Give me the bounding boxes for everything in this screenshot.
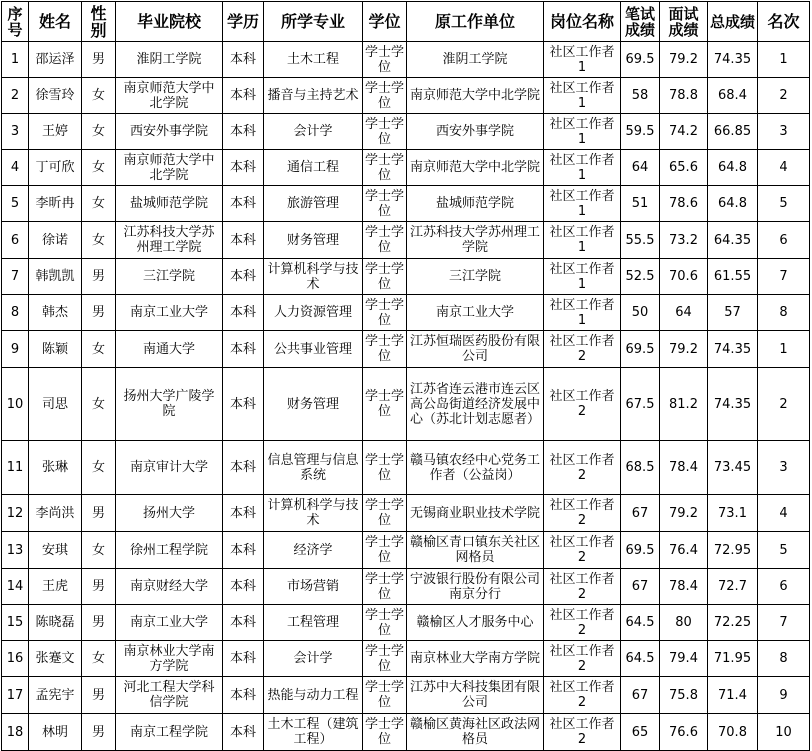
row-interview: 79.2 [660,331,708,368]
row-rank: 6 [758,222,810,259]
row-interview: 78.4 [660,441,708,495]
row-school: 三江学院 [116,259,223,295]
row-name: 徐雪玲 [29,78,82,114]
row-unit: 江苏省连云港市连云区高公岛街道经济发展中心（苏北计划志愿者） [407,368,544,441]
header-written: 笔试成绩 [621,2,660,42]
row-no: 3 [2,114,29,150]
row-no: 6 [2,222,29,259]
row-major: 会计学 [264,114,363,150]
row-degree: 学士学位 [363,42,407,78]
table-row [2,222,810,259]
row-written: 50 [621,295,660,331]
row-school: 西安外事学院 [116,114,223,150]
row-major: 旅游管理 [264,186,363,222]
row-school: 扬州大学广陵学院 [116,368,223,441]
row-gender: 女 [82,186,116,222]
row-total: 71.95 [708,641,758,677]
row-post: 社区工作者2 [544,605,621,641]
row-no: 16 [2,641,29,677]
row-name: 王婷 [29,114,82,150]
row-edu: 本科 [223,186,264,222]
row-degree: 学士学位 [363,78,407,114]
row-rank: 6 [758,569,810,605]
row-rank: 9 [758,677,810,714]
row-unit: 三江学院 [407,259,544,295]
row-edu: 本科 [223,495,264,532]
row-school: 南京工业大学 [116,295,223,331]
row-major: 信息管理与信息系统 [264,441,363,495]
row-school: 淮阴工学院 [116,42,223,78]
row-post: 社区工作者2 [544,569,621,605]
row-no: 2 [2,78,29,114]
row-no: 10 [2,368,29,441]
row-interview: 65.6 [660,150,708,186]
table-row [2,641,810,677]
table-row [2,495,810,532]
row-gender: 男 [82,605,116,641]
row-gender: 女 [82,641,116,677]
row-written: 64.5 [621,605,660,641]
row-school: 南京审计大学 [116,441,223,495]
row-written: 64.5 [621,641,660,677]
row-degree: 学士学位 [363,186,407,222]
table-row [2,78,810,114]
row-major: 土木工程 [264,42,363,78]
row-written: 69.5 [621,331,660,368]
row-school: 河北工程大学科信学院 [116,677,223,714]
header-post: 岗位名称 [544,2,621,42]
row-gender: 女 [82,222,116,259]
header-gender: 性别 [82,2,116,42]
row-gender: 男 [82,42,116,78]
row-written: 67.5 [621,368,660,441]
row-edu: 本科 [223,259,264,295]
row-no: 5 [2,186,29,222]
row-rank: 2 [758,78,810,114]
row-name: 王虎 [29,569,82,605]
row-edu: 本科 [223,641,264,677]
row-degree: 学士学位 [363,714,407,751]
row-rank: 4 [758,495,810,532]
row-gender: 男 [82,677,116,714]
row-post: 社区工作者1 [544,259,621,295]
row-major: 人力资源管理 [264,295,363,331]
row-no: 4 [2,150,29,186]
row-written: 67 [621,495,660,532]
row-school: 南通大学 [116,331,223,368]
row-unit: 盐城师范学院 [407,186,544,222]
row-major: 计算机科学与技术 [264,259,363,295]
header-edu: 学历 [223,2,264,42]
row-name: 安琪 [29,532,82,569]
row-major: 财务管理 [264,368,363,441]
row-post: 社区工作者1 [544,78,621,114]
row-unit: 西安外事学院 [407,114,544,150]
row-written: 59.5 [621,114,660,150]
row-interview: 78.6 [660,186,708,222]
row-total: 61.55 [708,259,758,295]
row-degree: 学士学位 [363,150,407,186]
row-gender: 男 [82,714,116,751]
row-gender: 男 [82,569,116,605]
row-written: 67 [621,569,660,605]
header-total: 总成绩 [708,2,758,42]
row-unit: 南京林业大学南方学院 [407,641,544,677]
row-post: 社区工作者2 [544,331,621,368]
row-edu: 本科 [223,605,264,641]
row-post: 社区工作者1 [544,186,621,222]
row-unit: 江苏恒瑞医药股份有限公司 [407,331,544,368]
row-interview: 76.4 [660,532,708,569]
table-row [2,368,810,441]
row-major: 工程管理 [264,605,363,641]
row-no: 15 [2,605,29,641]
row-total: 73.1 [708,495,758,532]
row-unit: 南京工业大学 [407,295,544,331]
row-name: 张琳 [29,441,82,495]
row-gender: 女 [82,114,116,150]
row-no: 11 [2,441,29,495]
row-unit: 江苏科技大学苏州理工学院 [407,222,544,259]
row-degree: 学士学位 [363,641,407,677]
row-rank: 4 [758,150,810,186]
row-edu: 本科 [223,441,264,495]
row-edu: 本科 [223,295,264,331]
table-row [2,42,810,78]
row-post: 社区工作者1 [544,114,621,150]
row-name: 丁可欣 [29,150,82,186]
row-major: 会计学 [264,641,363,677]
row-written: 69.5 [621,532,660,569]
row-degree: 学士学位 [363,677,407,714]
header-rank: 名次 [758,2,810,42]
row-rank: 1 [758,331,810,368]
row-post: 社区工作者2 [544,495,621,532]
table-row [2,714,810,751]
row-school: 盐城师范学院 [116,186,223,222]
row-edu: 本科 [223,150,264,186]
row-rank: 5 [758,186,810,222]
row-school: 徐州工程学院 [116,532,223,569]
row-written: 51 [621,186,660,222]
row-gender: 女 [82,78,116,114]
row-interview: 73.2 [660,222,708,259]
row-major: 土木工程（建筑工程） [264,714,363,751]
row-post: 社区工作者2 [544,368,621,441]
row-interview: 81.2 [660,368,708,441]
row-rank: 7 [758,259,810,295]
row-degree: 学士学位 [363,295,407,331]
row-unit: 南京师范大学中北学院 [407,150,544,186]
row-major: 市场营销 [264,569,363,605]
row-interview: 78.4 [660,569,708,605]
row-no: 9 [2,331,29,368]
row-rank: 10 [758,714,810,751]
row-written: 52.5 [621,259,660,295]
row-major: 播音与主持艺术 [264,78,363,114]
row-total: 57 [708,295,758,331]
row-total: 71.4 [708,677,758,714]
row-no: 13 [2,532,29,569]
row-school: 扬州大学 [116,495,223,532]
row-name: 李昕冉 [29,186,82,222]
row-no: 18 [2,714,29,751]
row-interview: 78.8 [660,78,708,114]
row-degree: 学士学位 [363,605,407,641]
row-gender: 男 [82,495,116,532]
row-edu: 本科 [223,78,264,114]
row-school: 南京师范大学中北学院 [116,150,223,186]
table-row [2,331,810,368]
table-row [2,259,810,295]
row-school: 南京工程学院 [116,714,223,751]
score-table [1,1,810,751]
row-total: 72.25 [708,605,758,641]
row-school: 南京林业大学南方学院 [116,641,223,677]
row-post: 社区工作者1 [544,150,621,186]
row-major: 财务管理 [264,222,363,259]
row-interview: 75.8 [660,677,708,714]
row-name: 李尚洪 [29,495,82,532]
row-post: 社区工作者2 [544,677,621,714]
row-name: 韩凯凯 [29,259,82,295]
row-name: 司思 [29,368,82,441]
row-written: 68.5 [621,441,660,495]
header-unit: 原工作单位 [407,2,544,42]
header-row [2,2,810,42]
row-edu: 本科 [223,569,264,605]
row-degree: 学士学位 [363,331,407,368]
row-post: 社区工作者1 [544,295,621,331]
row-name: 张蹇文 [29,641,82,677]
table-row [2,441,810,495]
row-total: 74.35 [708,331,758,368]
table-row [2,114,810,150]
row-post: 社区工作者2 [544,714,621,751]
row-interview: 76.6 [660,714,708,751]
row-total: 64.35 [708,222,758,259]
row-degree: 学士学位 [363,441,407,495]
row-interview: 79.4 [660,641,708,677]
row-rank: 2 [758,368,810,441]
row-rank: 8 [758,295,810,331]
row-post: 社区工作者1 [544,222,621,259]
row-unit: 南京师范大学中北学院 [407,78,544,114]
row-no: 17 [2,677,29,714]
row-written: 58 [621,78,660,114]
row-no: 14 [2,569,29,605]
row-gender: 男 [82,259,116,295]
row-name: 陈颖 [29,331,82,368]
row-gender: 女 [82,441,116,495]
row-unit: 赣榆区人才服务中心 [407,605,544,641]
row-total: 74.35 [708,42,758,78]
table-row [2,295,810,331]
row-gender: 女 [82,532,116,569]
row-degree: 学士学位 [363,222,407,259]
row-edu: 本科 [223,714,264,751]
table-row [2,569,810,605]
row-unit: 淮阴工学院 [407,42,544,78]
table-row [2,605,810,641]
row-degree: 学士学位 [363,368,407,441]
row-unit: 宁波银行股份有限公司南京分行 [407,569,544,605]
header-major: 所学专业 [264,2,363,42]
row-degree: 学士学位 [363,532,407,569]
row-degree: 学士学位 [363,114,407,150]
row-major: 计算机科学与技术 [264,495,363,532]
row-name: 孟宪宇 [29,677,82,714]
row-no: 8 [2,295,29,331]
row-degree: 学士学位 [363,569,407,605]
row-written: 67 [621,677,660,714]
row-name: 邵运泽 [29,42,82,78]
row-rank: 8 [758,641,810,677]
row-unit: 无锡商业职业技术学院 [407,495,544,532]
row-edu: 本科 [223,368,264,441]
row-rank: 1 [758,42,810,78]
row-total: 72.95 [708,532,758,569]
row-total: 64.8 [708,186,758,222]
table-row [2,532,810,569]
row-unit: 赣榆区青口镇东关社区网格员 [407,532,544,569]
table-row [2,677,810,714]
row-written: 69.5 [621,42,660,78]
row-total: 64.8 [708,150,758,186]
row-major: 通信工程 [264,150,363,186]
row-total: 73.45 [708,441,758,495]
row-degree: 学士学位 [363,259,407,295]
row-major: 热能与动力工程 [264,677,363,714]
row-written: 65 [621,714,660,751]
row-no: 12 [2,495,29,532]
header-school: 毕业院校 [116,2,223,42]
row-unit: 赣马镇农经中心党务工作者（公益岗） [407,441,544,495]
table-body [2,42,810,751]
row-interview: 79.2 [660,495,708,532]
row-degree: 学士学位 [363,495,407,532]
row-interview: 80 [660,605,708,641]
row-total: 68.4 [708,78,758,114]
row-total: 66.85 [708,114,758,150]
row-major: 经济学 [264,532,363,569]
row-edu: 本科 [223,532,264,569]
row-edu: 本科 [223,677,264,714]
row-interview: 79.2 [660,42,708,78]
row-post: 社区工作者1 [544,42,621,78]
row-gender: 女 [82,150,116,186]
row-rank: 5 [758,532,810,569]
row-unit: 江苏中大科技集团有限公司 [407,677,544,714]
row-total: 70.8 [708,714,758,751]
row-interview: 70.6 [660,259,708,295]
header-degree: 学位 [363,2,407,42]
row-school: 南京财经大学 [116,569,223,605]
row-written: 64 [621,150,660,186]
row-interview: 64 [660,295,708,331]
row-unit: 赣榆区黄海社区政法网格员 [407,714,544,751]
header-name: 姓名 [29,2,82,42]
row-name: 林明 [29,714,82,751]
row-gender: 女 [82,368,116,441]
row-rank: 3 [758,114,810,150]
row-no: 7 [2,259,29,295]
row-gender: 男 [82,295,116,331]
row-edu: 本科 [223,222,264,259]
row-edu: 本科 [223,114,264,150]
header-no: 序号 [2,2,29,42]
row-school: 江苏科技大学苏州理工学院 [116,222,223,259]
row-rank: 3 [758,441,810,495]
table-row [2,150,810,186]
row-gender: 女 [82,331,116,368]
row-post: 社区工作者2 [544,532,621,569]
row-total: 72.7 [708,569,758,605]
row-edu: 本科 [223,331,264,368]
row-rank: 7 [758,605,810,641]
row-school: 南京师范大学中北学院 [116,78,223,114]
row-name: 徐诺 [29,222,82,259]
row-school: 南京工业大学 [116,605,223,641]
row-edu: 本科 [223,42,264,78]
row-no: 1 [2,42,29,78]
table-row [2,186,810,222]
row-total: 74.35 [708,368,758,441]
row-name: 韩杰 [29,295,82,331]
row-written: 55.5 [621,222,660,259]
row-major: 公共事业管理 [264,331,363,368]
row-post: 社区工作者2 [544,441,621,495]
row-name: 陈晓磊 [29,605,82,641]
header-interview: 面试成绩 [660,2,708,42]
row-interview: 74.2 [660,114,708,150]
row-post: 社区工作者2 [544,641,621,677]
